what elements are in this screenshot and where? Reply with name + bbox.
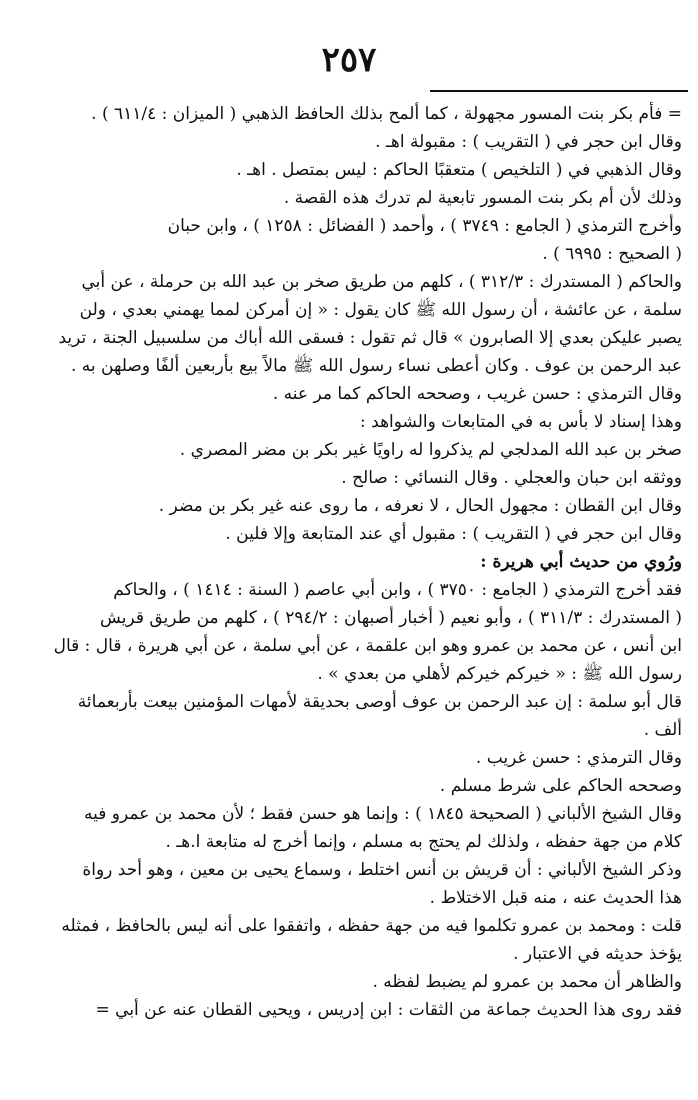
text-line: وقال ابن حجر في ( التقريب ) : مقبولة اهـ . [375, 132, 682, 152]
text-line: وهذا إسناد لا بأس به في المتابعات والشواهد : [360, 412, 682, 432]
text-line: قال أبو سلمة : إن عبد الرحمن بن عوف أوصى بحديقة لأمهات المؤمنين بيعت بأربعمائة [77, 692, 682, 712]
page-number: ٢٥٧ [321, 40, 377, 80]
text-line: وقال الترمذي : حسن غريب ، وصححه الحاكم كما مر عنه . [272, 384, 682, 404]
text-line: ألف . [643, 720, 682, 740]
text-line: سلمة ، عن عائشة ، أن رسول الله ﷺ كان يقول : « إن أمركن لمما يهمني بعدي ، ولن [79, 300, 682, 320]
text-line: وقال الترمذي : حسن غريب . [475, 748, 682, 768]
text-line: رسول الله ﷺ : « خيركم خيركم لأهلي من بعدي » . [317, 664, 682, 684]
section-heading: ورُوي من حديث أبي هريرة : [480, 552, 682, 572]
text-line: قلت : ومحمد بن عمرو تكلموا فيه من جهة حفظه ، واتفقوا على أنه ليس بالحافظ ، فمثله [61, 916, 682, 936]
text-line: وقال الذهبي في ( التلخيص ) متعقبًا الحاكم : ليس بمتصل . اهـ . [236, 160, 682, 180]
text-line: والحاكم ( المستدرك : ٣١٢/٣ ) ، كلهم من طريق صخر بن عبد الله بن حرملة ، عن أبي [81, 272, 682, 292]
body-text [22, 100, 682, 1024]
text-line: ( المستدرك : ٣١١/٣ ) ، وأبو نعيم ( أخبار أصبهان : ٢٩٤/٢ ) ، كلهم من طريق قريش [100, 608, 682, 628]
text-line: فقد أخرج الترمذي ( الجامع : ٣٧٥٠ ) ، وابن أبي عاصم ( السنة : ١٤١٤ ) ، والحاكم [113, 580, 682, 600]
text-line: عبد الرحمن بن عوف . وكان أعطى نساء رسول الله ﷺ مالاً بيع بأربعين ألفًا وصلهن به . [70, 356, 682, 376]
text-line: يصبر عليكن بعدي إلا الصابرون » قال ثم تقول : فسقى الله أباك من سلسبيل الجنة ، تريد [58, 328, 682, 348]
text-line: وذلك لأن أم بكر بنت المسور تابعية لم تدرك هذه القصة . [283, 188, 682, 208]
text-line: وقال ابن حجر في ( التقريب ) : مقبول أي عند المتابعة وإلا فلين . [225, 524, 682, 544]
text-line: ( الصحيح : ٦٩٩٥ ) . [542, 244, 682, 264]
text-line: وأخرج الترمذي ( الجامع : ٣٧٤٩ ) ، وأحمد ( الفضائل : ١٢٥٨ ) ، وابن حبان [167, 216, 682, 236]
text-line: والظاهر أن محمد بن عمرو لم يضبط لفظه . [372, 972, 682, 992]
text-line: كلام من جهة حفظه ، ولذلك لم يحتج به مسلم ، وإنما أخرج له متابعة ا.هـ . [165, 832, 682, 852]
header-rule [430, 90, 688, 92]
text-line: = فأم بكر بنت المسور مجهولة ، كما ألمح بذلك الحافظ الذهبي ( الميزان : ٦١١/٤ ) . [91, 104, 682, 124]
text-line: وقال الشيخ الألباني ( الصحيحة ١٨٤٥ ) : وإنما هو حسن فقط ؛ لأن محمد بن عمرو فيه [84, 804, 682, 824]
text-line: ابن أنس ، عن محمد بن عمرو وهو ابن علقمة ، عن أبي سلمة ، عن أبي هريرة ، قال : قال [53, 636, 682, 656]
text-line: يؤخذ حديثه في الاعتبار . [513, 944, 682, 964]
text-line: صخر بن عبد الله المدلجي لم يذكروا له راويًا غير بكر بن مضر المصري . [179, 440, 682, 460]
text-line: وقال ابن القطان : مجهول الحال ، لا نعرفه ، ما روى عنه غير بكر بن مضر . [158, 496, 682, 516]
text-line: فقد روى هذا الحديث جماعة من الثقات : ابن إدريس ، ويحيى القطان عنه عن أبي = [95, 1000, 682, 1020]
text-line: هذا الحديث عنه ، منه قبل الاختلاط . [429, 888, 682, 908]
text-line: ووثقه ابن حبان والعجلي . وقال النسائي : صالح . [341, 468, 682, 488]
text-line: وصححه الحاكم على شرط مسلم . [439, 776, 682, 796]
text-line: وذكر الشيخ الألباني : أن قريش بن أنس اختلط ، وسماع يحيى بن معين ، وهو أحد رواة [82, 860, 682, 880]
